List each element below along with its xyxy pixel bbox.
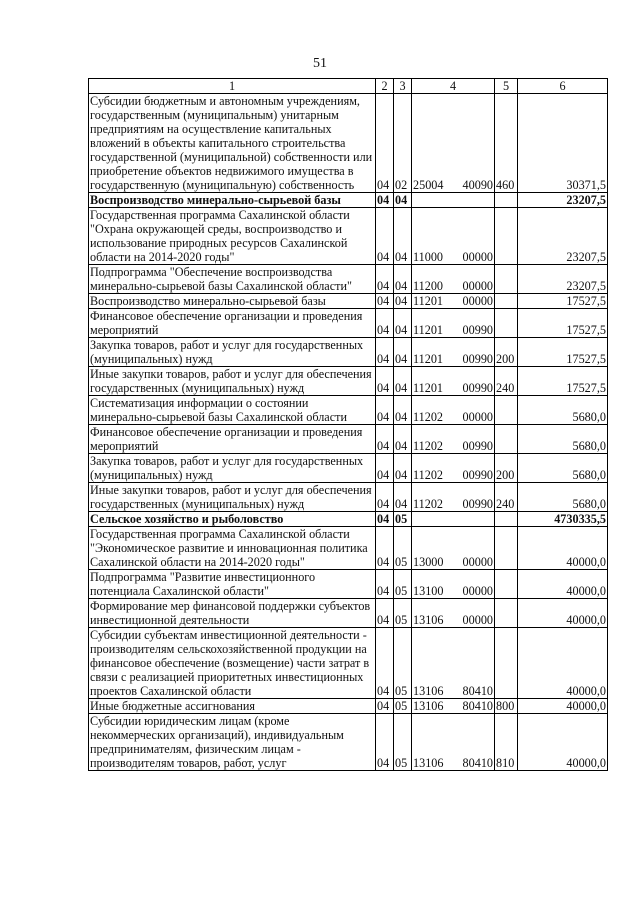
row-target-article-program: 13000	[413, 555, 444, 569]
row-subsection-code: 05	[394, 628, 412, 699]
row-target-article	[412, 483, 495, 512]
column-header: 6	[518, 79, 608, 94]
row-section-code: 04	[376, 425, 394, 454]
row-target-article	[412, 628, 495, 699]
row-target-article	[412, 338, 495, 367]
table-row	[89, 425, 608, 454]
row-name: Субсидии субъектам инвестиционной деятельности - производителям сельскохозяйственной продукции на финансовое обеспечение (возмещение) части затрат в связи с реализацией приоритетных инвестиционных проектов Сахалинской области	[89, 628, 376, 699]
row-subsection-code: 05	[394, 512, 412, 527]
row-subsection-code: 04	[394, 396, 412, 425]
row-expense-type: 200	[495, 454, 518, 483]
row-section-code: 04	[376, 483, 394, 512]
column-header: 3	[394, 79, 412, 94]
row-amount: 23207,5	[518, 208, 608, 265]
row-name: Иные бюджетные ассигнования	[89, 699, 376, 714]
row-target-article-direction: 80410	[462, 699, 493, 713]
table-row	[89, 265, 608, 294]
row-target-article-program: 13106	[413, 613, 444, 627]
row-expense-type: 240	[495, 483, 518, 512]
row-name: Формирование мер финансовой поддержки субъектов инвестиционной деятельности	[89, 599, 376, 628]
row-target-article-program: 11202	[413, 410, 444, 424]
table-row	[89, 570, 608, 599]
row-amount: 40000,0	[518, 714, 608, 771]
column-header: 4	[412, 79, 495, 94]
row-target-article-program: 11200	[413, 279, 444, 293]
table-row	[89, 309, 608, 338]
row-expense-type	[495, 512, 518, 527]
row-target-article-direction: 00000	[462, 294, 493, 308]
row-target-article	[412, 512, 495, 527]
row-name: Воспроизводство минерально-сырьевой базы	[89, 294, 376, 309]
row-amount: 17527,5	[518, 309, 608, 338]
row-subsection-code: 05	[394, 699, 412, 714]
row-target-article-program: 11201	[413, 352, 444, 366]
row-target-article-program: 11201	[413, 323, 444, 337]
row-expense-type	[495, 425, 518, 454]
row-expense-type	[495, 309, 518, 338]
row-target-article-direction: 00000	[462, 279, 493, 293]
row-target-article-direction: 40090	[462, 178, 493, 192]
row-amount: 23207,5	[518, 265, 608, 294]
row-section-code: 04	[376, 454, 394, 483]
row-target-article-direction: 00990	[462, 497, 493, 511]
row-name: Финансовое обеспечение организации и проведения мероприятий	[89, 425, 376, 454]
page-number: 51	[313, 56, 327, 71]
table-row	[89, 527, 608, 570]
row-name: Финансовое обеспечение организации и проведения мероприятий	[89, 309, 376, 338]
row-section-code: 04	[376, 396, 394, 425]
row-section-code: 04	[376, 309, 394, 338]
table-row	[89, 714, 608, 771]
row-subsection-code: 05	[394, 599, 412, 628]
row-target-article-direction: 00000	[462, 410, 493, 424]
row-section-code: 04	[376, 208, 394, 265]
row-target-article-direction: 80410	[462, 756, 493, 770]
row-target-article	[412, 193, 495, 208]
table-row	[89, 628, 608, 699]
row-expense-type	[495, 193, 518, 208]
row-target-article-program: 13106	[413, 684, 444, 698]
row-expense-type	[495, 599, 518, 628]
row-target-article	[412, 367, 495, 396]
row-target-article-direction: 00990	[462, 468, 493, 482]
row-target-article-program: 13106	[413, 699, 444, 713]
row-target-article	[412, 294, 495, 309]
row-name: Иные закупки товаров, работ и услуг для обеспечения государственных (муниципальных) нужд	[89, 367, 376, 396]
row-expense-type	[495, 208, 518, 265]
row-target-article	[412, 527, 495, 570]
row-section-code: 04	[376, 512, 394, 527]
row-subsection-code: 05	[394, 714, 412, 771]
row-subsection-code: 04	[394, 367, 412, 396]
table-row	[89, 599, 608, 628]
row-amount: 17527,5	[518, 367, 608, 396]
row-expense-type	[495, 570, 518, 599]
row-target-article-direction: 00990	[462, 352, 493, 366]
row-amount: 5680,0	[518, 454, 608, 483]
row-name: Субсидии бюджетным и автономным учреждениям, государственным (муниципальным) унитарным предприятиям на осуществление капитальных вложений в объекты капитального строительства государственной (муниципальной) собственности или приобретение объектов недвижимого имущества в государственную (муниципальную) собственность	[89, 94, 376, 193]
column-header: 5	[495, 79, 518, 94]
row-expense-type: 200	[495, 338, 518, 367]
row-name: Закупка товаров, работ и услуг для государственных (муниципальных) нужд	[89, 454, 376, 483]
row-subsection-code: 04	[394, 294, 412, 309]
row-amount: 5680,0	[518, 396, 608, 425]
row-target-article	[412, 208, 495, 265]
row-section-code: 04	[376, 699, 394, 714]
table-row	[89, 483, 608, 512]
row-subsection-code: 04	[394, 193, 412, 208]
row-section-code: 04	[376, 628, 394, 699]
row-amount: 40000,0	[518, 628, 608, 699]
row-target-article-program: 11201	[413, 294, 444, 308]
row-target-article-direction: 80410	[462, 684, 493, 698]
row-section-code: 04	[376, 193, 394, 208]
row-target-article	[412, 309, 495, 338]
row-target-article-direction: 00990	[462, 323, 493, 337]
row-target-article-direction: 00000	[462, 250, 493, 264]
row-amount: 17527,5	[518, 338, 608, 367]
row-name: Систематизация информации о состоянии минерально-сырьевой базы Сахалинской области	[89, 396, 376, 425]
row-name: Иные закупки товаров, работ и услуг для обеспечения государственных (муниципальных) нужд	[89, 483, 376, 512]
budget-table	[88, 78, 608, 771]
row-name: Подпрограмма "Обеспечение воспроизводства минерально-сырьевой базы Сахалинской области"	[89, 265, 376, 294]
row-subsection-code: 04	[394, 454, 412, 483]
row-amount: 40000,0	[518, 699, 608, 714]
column-header: 1	[89, 79, 376, 94]
row-expense-type	[495, 294, 518, 309]
row-target-article	[412, 425, 495, 454]
row-target-article-program: 25004	[413, 178, 444, 192]
table-row	[89, 454, 608, 483]
row-target-article-program: 11202	[413, 439, 444, 453]
row-target-article-direction: 00000	[462, 555, 493, 569]
row-section-code: 04	[376, 94, 394, 193]
row-amount: 17527,5	[518, 294, 608, 309]
row-expense-type: 810	[495, 714, 518, 771]
row-expense-type	[495, 628, 518, 699]
row-target-article-program: 13100	[413, 584, 444, 598]
row-amount: 40000,0	[518, 527, 608, 570]
row-target-article	[412, 396, 495, 425]
row-amount: 30371,5	[518, 94, 608, 193]
row-section-code: 04	[376, 265, 394, 294]
row-amount: 4730335,5	[518, 512, 608, 527]
column-header: 2	[376, 79, 394, 94]
row-subsection-code: 04	[394, 338, 412, 367]
row-target-article-direction: 00000	[462, 584, 493, 598]
row-target-article-program: 11000	[413, 250, 444, 264]
row-target-article	[412, 599, 495, 628]
row-amount: 5680,0	[518, 425, 608, 454]
row-target-article-program: 11202	[413, 497, 444, 511]
table-row	[89, 338, 608, 367]
row-name: Государственная программа Сахалинской области "Экономическое развитие и инновационная политика Сахалинской области на 2014-2020 годы"	[89, 527, 376, 570]
table-row	[89, 396, 608, 425]
row-expense-type	[495, 265, 518, 294]
row-section-code: 04	[376, 599, 394, 628]
row-amount: 40000,0	[518, 599, 608, 628]
row-expense-type: 460	[495, 94, 518, 193]
row-subsection-code: 04	[394, 265, 412, 294]
row-subsection-code: 05	[394, 570, 412, 599]
table-row	[89, 193, 608, 208]
table-row	[89, 94, 608, 193]
row-subsection-code: 02	[394, 94, 412, 193]
table-row	[89, 294, 608, 309]
table-row	[89, 367, 608, 396]
row-section-code: 04	[376, 570, 394, 599]
table-row	[89, 699, 608, 714]
row-name: Подпрограмма "Развитие инвестиционного потенциала Сахалинской области"	[89, 570, 376, 599]
row-amount: 5680,0	[518, 483, 608, 512]
row-name: Сельское хозяйство и рыболовство	[89, 512, 376, 527]
header-row	[89, 79, 608, 94]
row-expense-type: 240	[495, 367, 518, 396]
row-target-article	[412, 265, 495, 294]
row-target-article	[412, 570, 495, 599]
row-expense-type	[495, 396, 518, 425]
table-row	[89, 208, 608, 265]
row-target-article-direction: 00990	[462, 381, 493, 395]
row-section-code: 04	[376, 527, 394, 570]
row-section-code: 04	[376, 714, 394, 771]
row-subsection-code: 05	[394, 527, 412, 570]
table-row	[89, 512, 608, 527]
row-subsection-code: 04	[394, 208, 412, 265]
row-section-code: 04	[376, 294, 394, 309]
row-name: Государственная программа Сахалинской области "Охрана окружающей среды, воспроизводство и использование природных ресурсов Сахалинской области на 2014-2020 годы"	[89, 208, 376, 265]
row-target-article-program: 13106	[413, 756, 444, 770]
row-subsection-code: 04	[394, 309, 412, 338]
row-name: Воспроизводство минерально-сырьевой базы	[89, 193, 376, 208]
row-amount: 40000,0	[518, 570, 608, 599]
row-amount: 23207,5	[518, 193, 608, 208]
row-section-code: 04	[376, 367, 394, 396]
row-target-article	[412, 94, 495, 193]
row-subsection-code: 04	[394, 425, 412, 454]
row-name: Субсидии юридическим лицам (кроме некоммерческих организаций), индивидуальным предпринимателям, физическим лицам - производителям товаров, работ, услуг	[89, 714, 376, 771]
row-target-article	[412, 699, 495, 714]
row-expense-type: 800	[495, 699, 518, 714]
row-target-article-direction: 00000	[462, 613, 493, 627]
row-subsection-code: 04	[394, 483, 412, 512]
row-target-article	[412, 454, 495, 483]
row-target-article-direction: 00990	[462, 439, 493, 453]
row-section-code: 04	[376, 338, 394, 367]
row-target-article-program: 11202	[413, 468, 444, 482]
row-target-article	[412, 714, 495, 771]
row-name: Закупка товаров, работ и услуг для государственных (муниципальных) нужд	[89, 338, 376, 367]
row-target-article-program: 11201	[413, 381, 444, 395]
row-expense-type	[495, 527, 518, 570]
